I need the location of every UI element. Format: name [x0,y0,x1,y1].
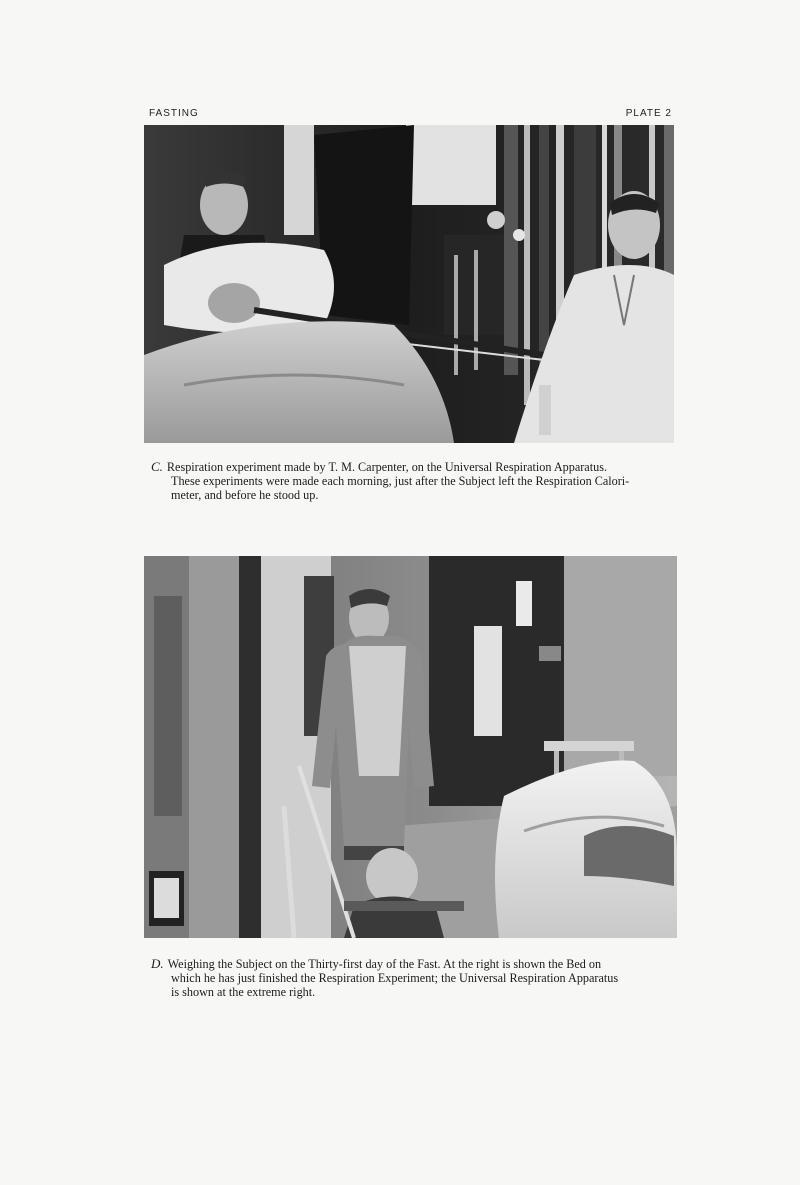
plate-letter: C. [151,459,163,474]
caption-line: meter, and before he stood up. [171,488,319,502]
plate-number: PLATE 2 [625,108,672,119]
running-head-title: FASTING [149,108,199,119]
photo-respiration-experiment [144,125,674,443]
caption-plate-c [151,460,679,502]
caption-plate-d [151,957,679,999]
caption-line: is shown at the extreme right. [171,985,316,999]
plate-letter: D. [151,956,164,971]
caption-line: These experiments were made each morning, just after the Subject left the Respiration Calori- [171,474,630,488]
caption-line: which he has just finished the Respiration Experiment; the Universal Respiration Apparatus [171,971,619,985]
caption-line: Respiration experiment made by T. M. Carpenter, on the Universal Respiration Apparatus. [166,460,607,474]
caption-line: Weighing the Subject on the Thirty-first day of the Fast. At the right is shown the Bed on [167,957,602,971]
photo-weighing-subject [144,556,677,938]
